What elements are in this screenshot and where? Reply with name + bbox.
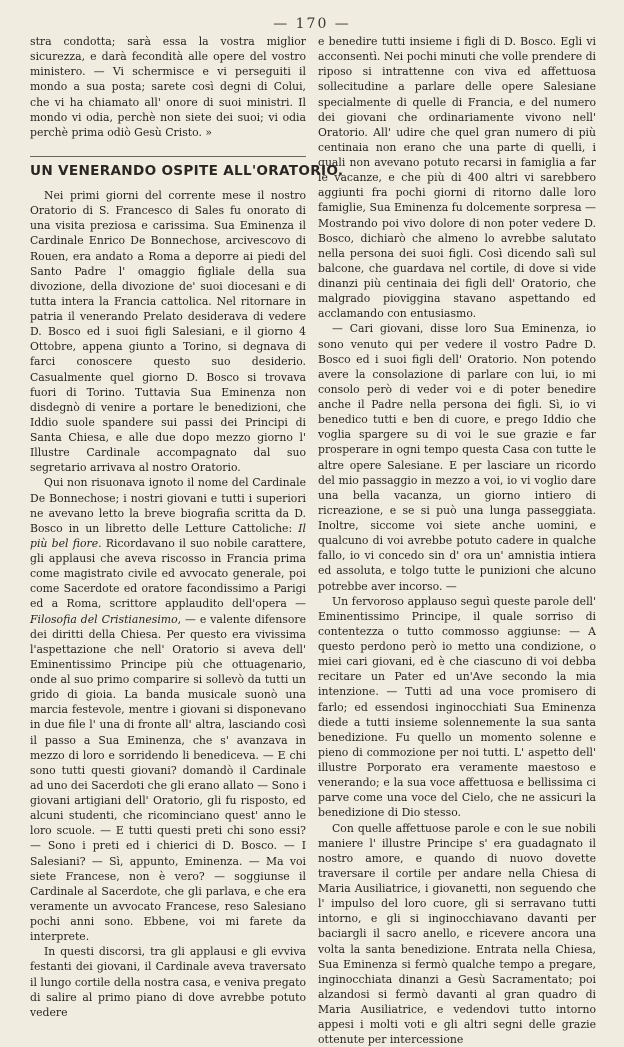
article-paragraph: In questi discorsi, tra gli applausi e gli evviva festanti dei giovani, il Cardinale aveva traversato il lungo cortile della nostra casa, e veniva pregato di salire al primo piano di dove avrebbe potuto vedere <box>30 944 306 1020</box>
article-paragraph: e benedire tutti insieme i figli di D. Bosco. Egli vi acconsentì. Nei pochi minuti che volle prendere di riposo si intrattenne con viva ed affettuosa sollecitudine a parlare delle opere Salesiane specialmente di quelle di Francia, e del numero dei giovani che ordinariamente vivono nell' Oratorio. All' udire che quel gran numero di più centinaia non erano che una parte di quelli, i quali non avevano potuto recarsi in famiglia a far le vacanze, e che più di 400 altri vi sarebbero aggiunti fra pochi giorni di ritorno dalle loro famiglie, Sua Eminenza fu dolcemente sorpresa — Mostrando poi vivo dolore di non poter vedere D. Bosco, dichiarò che almeno lo avrebbe salutato nella persona dei suoi figli. Così dicendo salì sul balcone, che guardava nel cortile, di dove si vide dinanzi più centinaia dei figli dell' Oratorio, che malgrado pioviggina stavano aspettando ed acclamando con entusiasmo. <box>318 34 596 321</box>
section-divider <box>30 156 306 157</box>
paragraph-text: . Ricordavano il suo nobile carattere, gli applausi che aveva riscosso in Francia prima come magistrato civile ed avvocato generale, poi come Sacerdote ed oratore facondissimo a Parigi ed a Roma, scrittore applaudito dell'opera — <box>30 537 306 611</box>
section-title: UN VENERANDO OSPITE ALL'ORATORIO. <box>30 164 306 179</box>
intro-paragraph: stra condotta; sarà essa la vostra miglior sicurezza, e darà fecondità alle opere del vostro ministero. — Vi schermisce e vi perseguiti il mondo a sua posta; sarete così degni di Colui, che vi ha chiamato all' onore di suoi ministri. Il mondo vi odia, perchè non siete dei suoi; vi odia perchè prima odiò Gesù Cristo. » <box>30 34 306 140</box>
paragraph-text: Qui non risuonava ignoto il nome del Cardinale De Bonnechose; i nostri giovani e tutti i superiori ne avevano letto la breve biografia scritta da D. Bosco in un libretto delle Letture Cattoliche: <box>30 476 306 534</box>
book-title: Filosofia del Cristianesimo <box>30 613 178 626</box>
article-paragraph <box>30 475 306 944</box>
right-column <box>318 34 596 900</box>
article-paragraph: — Cari giovani, disse loro Sua Eminenza, io sono venuto qui per vedere il vostro Padre D. Bosco ed i suoi figli dell' Oratorio. Non potendo avere la consolazione di parlare con lui, io mi consolo però di veder voi e di poter benedire anche il Padre nella persona dei figli. Sì, io vi benedico tutti e ben di cuore, e prego Iddio che voglia spargere su di voi le sue grazie e far prosperare in ogni tempo questa Casa con tutte le altre opere Salesiane. E per lasciare un ricordo del mio passaggio in mezzo a voi, io vi voglio dare una bella vacanza, un giorno intiero di ricreazione, e se si può una lunga passeggiata. Inoltre, siccome voi siete anche uomini, e qualcuno di voi avrebbe potuto cadere in qualche fallo, io vi concedo sin d' ora un' amnistia intiera ed assoluta, e tolgo tutte le punizioni che alcuno potrebbe aver incorso. — <box>318 321 596 593</box>
book-title: Il più bel fiore <box>30 522 306 550</box>
left-column <box>30 34 306 900</box>
article-paragraph: Un fervoroso applauso seguì queste parole dell' Eminentissimo Principe, il quale sorriso di contentezza o tutto commosso aggiunse: — A questo perdono però io metto una condizione, o miei cari giovani, ed è che ciascuno di voi debba recitare un Pater ed un'Ave secondo la mia intenzione. — Tutti ad una voce promisero di farlo; ed essendosi inginocchiati Sua Eminenza diede a tutti insieme solennemente la sua santa benedizione. Fu quello un momento solenne e pieno di commozione per noi tutti. L' aspetto dell' illustre Porporato era veramente maestoso e venerando; e la sua voce affettuosa e bellissima ci parve come una voce del Cielo, che ne assicuri la benedizione di Dio stesso. <box>318 594 596 821</box>
page-number: — 170 — <box>0 16 624 32</box>
paragraph-text: , — e valente difensore dei diritti della Chiesa. Per questo era vivissima l'aspettazione che nell' Oratorio si aveva dell' Eminentissimo Principe più che ottuagenario, onde al suo primo comparire si sollevò da tutti un grido di gioia. La banda musicale suonò una marcia festevole, mentre i giovani si disponevano in due file l' una di fronte all' altra, lasciando così il passo a Sua Eminenza, che s' avanzava in mezzo di loro e sorridendo li benediceva. — E chi sono tutti questi giovani? domandò il Cardinale ad uno dei Sacerdoti che gli erano allato — Sono i giovani artigiani dell' Oratorio, gli fu risposto, ed alcuni studenti, che ricominciano quest' anno le loro scuole. — E tutti questi preti chi sono essi? — Sono i preti ed i chierici di D. Bosco. — I Salesiani? — Sì, appunto, Eminenza. — Ma voi siete Francese, non è vero? — soggiunse il Cardinale al Sacerdote, che gli parlava, e che era veramente un avvocato Francese, reso Salesiano pochi anni sono. Ebbene, voi mi farete da interprete. <box>30 613 306 944</box>
article-paragraph: Con quelle affettuose parole e con le sue nobili maniere l' illustre Principe s' era guadagnato il nostro amore, e quando di nuovo dovette traversare il cortile per andare nella Chiesa di Maria Ausiliatrice, i giovanetti, non seguendo che l' impulso del loro cuore, gli si serravano tutti intorno, e gli si inginocchiavano davanti per baciargli il sacro anello, e ricevere ancora una volta la santa benedizione. Entrata nella Chiesa, Sua Eminenza si fermò qualche tempo a pregare, inginocchiata dinanzi a Gesù Sacramentato; poi alzandosi si fermò davanti al gran quadro di Maria Ausiliatrice, e vedendovi tutto intorno appesi i molti voti e gli altri segni delle grazie ottenute per intercessione <box>318 821 596 1047</box>
article-paragraph: Nei primi giorni del corrente mese il nostro Oratorio di S. Francesco di Sales fu onorato di una visita preziosa e carissima. Sua Eminenza il Cardinale Enrico De Bonnechose, arcivescovo di Rouen, era andato a Roma a deporre ai piedi del Santo Padre l' omaggio figliale della sua divozione, della divozione de' suoi diocesani e di tutta intera la Francia cattolica. Nel ritornare in patria il venerando Prelato desiderava di vedere D. Bosco ed i suoi figli Salesiani, e il giorno 4 Ottobre, appena giunto a Torino, si degnava di farci conoscere questo suo desiderio. Casualmente quel giorno D. Bosco si trovava fuori di Torino. Tuttavia Sua Eminenza non disdegnò di venire a portare le benedizioni, che Iddio suole spandere sui passi dei Principi di Santa Chiesa, e alle due dopo mezzo giorno l' Illustre Cardinale accompagnato dal suo segretario arrivava al nostro Oratorio. <box>30 188 306 475</box>
